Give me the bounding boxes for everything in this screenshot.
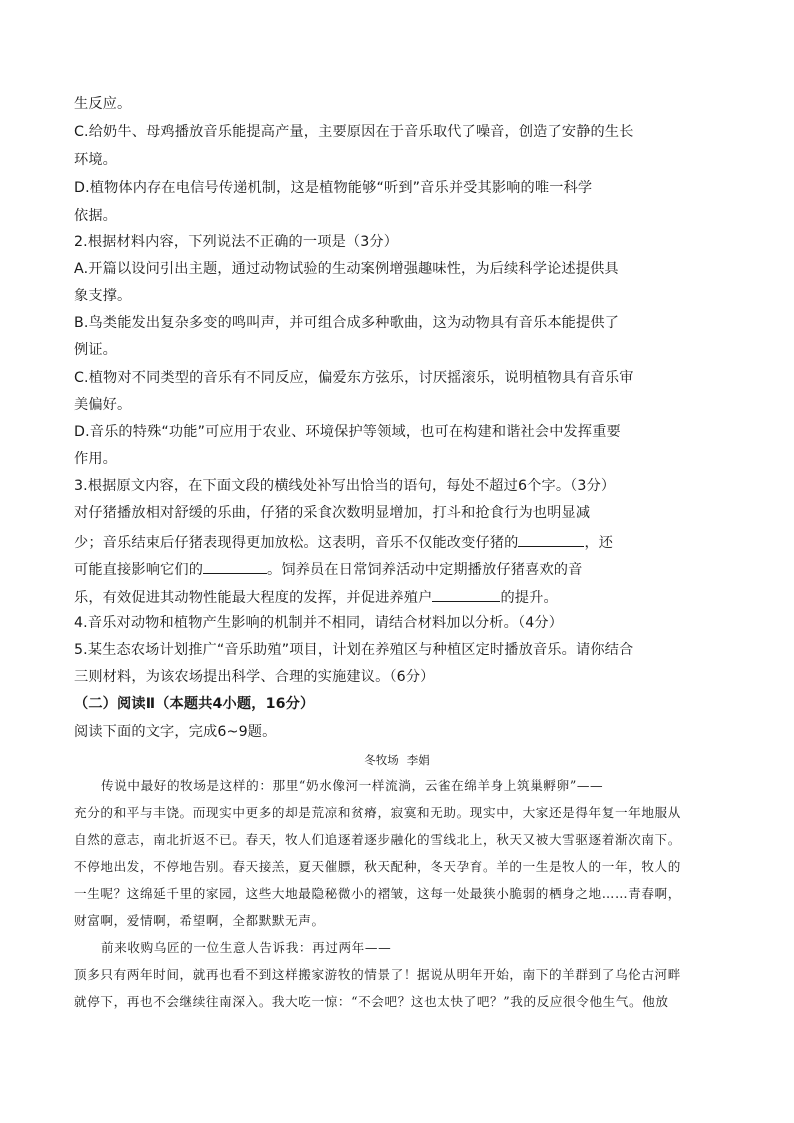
q1-option-c-line2: 环境。 — [74, 152, 118, 168]
q3-passage-line2 — [74, 531, 613, 553]
q5-stem-line1: 5.某生态农场计划推广“音乐助殖”项目，计划在养殖区与种植区定时播放音乐。请你结合 — [74, 642, 634, 658]
passage-author: 李娟 — [406, 753, 430, 767]
q1-option-d-line2: 依据。 — [74, 208, 118, 224]
q2-option-a-line2: 象支撑。 — [74, 288, 132, 304]
passage-p1-line1: 传说中最好的牧场是这样的：那里“奶水像河一样流淌，云雀在绵羊身上筑巢孵卵”—— — [101, 778, 604, 793]
q3-passage-line4 — [74, 586, 558, 608]
passage-title: 冬牧场 — [364, 753, 399, 767]
passage-p1-line6: 财富啊，爱情啊，希望啊，全都默默无声。 — [74, 913, 325, 928]
q3-passage-line4-text: 乐，有效促进其动物性能最大程度的发挥，并促进养殖户 — [74, 590, 433, 606]
q3-stem: 3.根据原文内容，在下面文段的横线处补写出恰当的语句，每处不超过6个字。（3分） — [74, 478, 616, 494]
answer-blank-3[interactable] — [432, 586, 500, 602]
q1-option-c-line1: C.给奶牛、母鸡播放音乐能提高产量，主要原因在于音乐取代了噪音，创造了安静的生长 — [74, 124, 634, 140]
passage-title-line — [0, 751, 794, 769]
q2-option-a-line1: A.开篇以设问引出主题，通过动物试验的生动案例增强趣味性，为后续科学论述提供具 — [74, 261, 619, 277]
q2-option-b-line1: B.鸟类能发出复杂多变的鸣叫声，并可组合成多种歌曲，这为动物具有音乐本能提供了 — [74, 315, 620, 331]
q3-passage-line2-text: 少；音乐结束后仔猪表现得更加放松。这表明，音乐不仅能改变仔猪的 — [74, 535, 519, 551]
passage-p1-line2: 充分的和平与丰饶。而现实中更多的却是荒凉和贫瘠，寂寞和无助。现实中，大家还是得年复一年地服从 — [74, 805, 681, 820]
q3-passage-line3-text: 可能直接影响它们的 — [74, 562, 204, 578]
q1-tail: 生反应。 — [74, 96, 132, 112]
passage-p1-line4: 不停地出发，不停地告别。春天接羔，夏天催膘，秋天配种，冬天孕育。羊的一生是牧人的一年，牧人的 — [74, 859, 681, 874]
passage-p1-line5: 一生呢？这绵延千里的家园，这些大地最隐秘微小的褶皱，这每一处最狭小脆弱的栖身之地……青春啊， — [74, 886, 681, 901]
passage-p2-line1: 前来收购乌匠的一位生意人告诉我：再过两年—— — [101, 940, 392, 955]
q3-passage-line4-end: 的提升。 — [500, 590, 558, 606]
q3-passage-line1: 对仔猪播放相对舒缓的乐曲，仔猪的采食次数明显增加，打斗和抢食行为也明显减 — [74, 505, 591, 521]
answer-blank-1[interactable] — [518, 531, 584, 547]
q2-option-c-line1: C.植物对不同类型的音乐有不同反应，偏爱东方弦乐，讨厌摇滚乐，说明植物具有音乐审 — [74, 370, 634, 386]
q1-option-d-line1: D.植物体内存在电信号传递机制，这是植物能够“听到”音乐并受其影响的唯一科学 — [74, 180, 593, 196]
passage-p2-line3: 就停下，再也不会继续往南深入。我大吃一惊：“不会吧？这也太快了吧？”我的反应很令他生气。他放 — [74, 994, 669, 1009]
passage-p1-line3: 自然的意志，南北折返不已。春天，牧人们追逐着逐步融化的雪线北上，秋天又被大雪驱逐着渐次南下。 — [74, 832, 681, 847]
q2-stem: 2.根据材料内容，下列说法不正确的一项是（3分） — [74, 234, 399, 250]
q2-option-d-line2: 作用。 — [74, 451, 118, 467]
section-instruction: 阅读下面的文字，完成6~9题。 — [74, 724, 277, 740]
section-heading: （二）阅读Ⅱ（本题共4小题，16分） — [74, 696, 315, 712]
q2-option-b-line2: 例证。 — [74, 342, 118, 358]
passage-p2-line2: 顶多只有两年时间，就再也看不到这样搬家游牧的情景了！据说从明年开始，南下的羊群到了乌伦古河畔 — [74, 967, 681, 982]
q2-option-d-line1: D.音乐的特殊“功能”可应用于农业、环境保护等领域，也可在构建和谐社会中发挥重要 — [74, 424, 621, 440]
q4-stem: 4.音乐对动物和植物产生影响的机制并不相同，请结合材料加以分析。（4分） — [74, 615, 564, 631]
q3-passage-line3 — [74, 558, 582, 580]
q2-option-c-line2: 美偏好。 — [74, 397, 132, 413]
q3-passage-line3-end: 。饲养员在日常饲养活动中定期播放仔猪喜欢的音 — [267, 562, 583, 578]
q5-stem-line2: 三则材料，为该农场提出科学、合理的实施建议。（6分） — [74, 669, 435, 685]
answer-blank-2[interactable] — [203, 558, 267, 574]
q3-passage-line2-end: ，还 — [584, 535, 614, 551]
